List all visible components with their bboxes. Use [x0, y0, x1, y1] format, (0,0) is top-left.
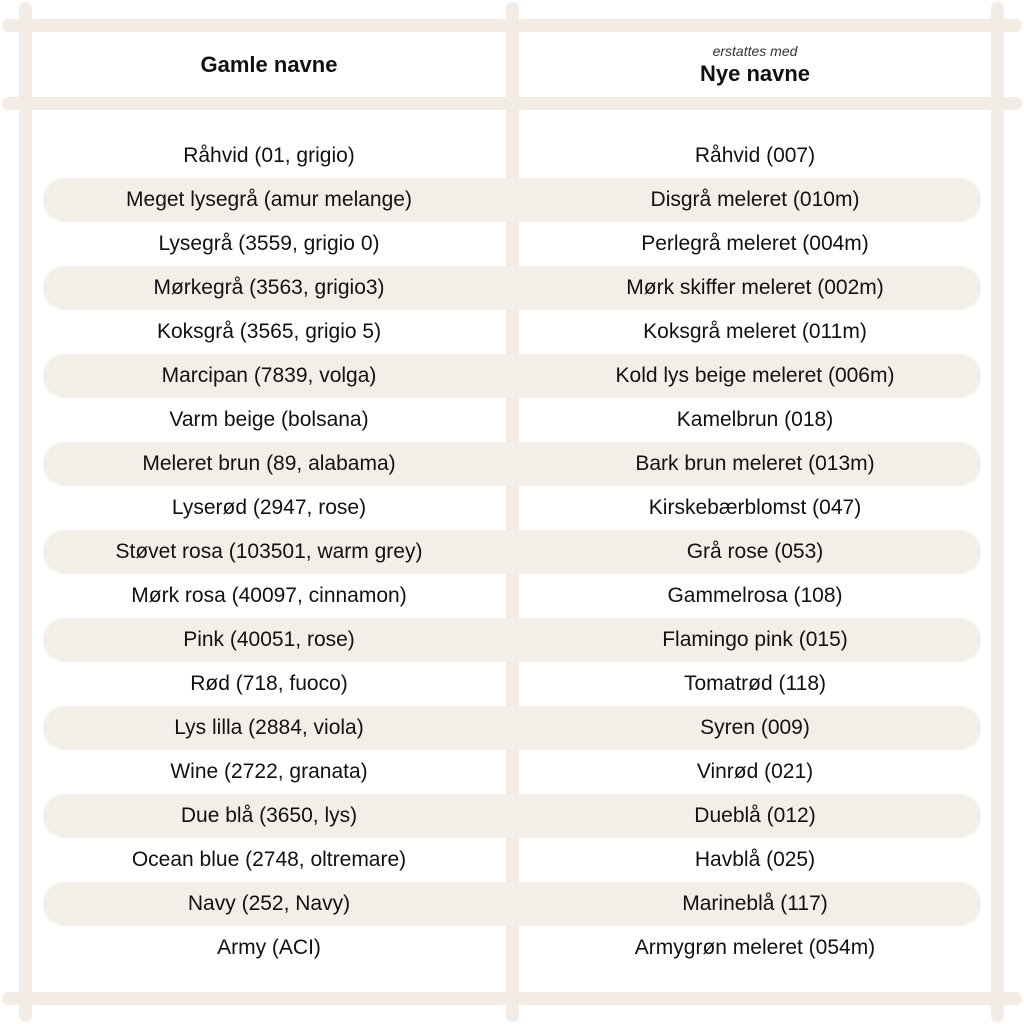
table-row [43, 618, 981, 662]
table-row [43, 882, 981, 926]
new-name-cell: Disgrå meleret (010m) [650, 188, 860, 211]
table-row [43, 838, 981, 882]
old-name-cell: Due blå (3650, lys) [180, 804, 358, 827]
new-name-cell: Bark brun meleret (013m) [635, 452, 875, 475]
new-name-cell: Mørk skiffer meleret (002m) [626, 276, 884, 299]
table-row [43, 486, 981, 530]
new-name-cell: Syren (009) [700, 716, 810, 739]
new-name-cell: Armygrøn meleret (054m) [634, 936, 876, 959]
old-names-title: Gamle navne [200, 51, 338, 77]
old-name-cell: Army (ACI) [217, 936, 321, 959]
old-name-cell: Lyserød (2947, rose) [171, 496, 367, 519]
new-name-cell: Perlegrå meleret (004m) [641, 232, 869, 255]
old-name-cell: Mørkegrå (3563, grigio3) [153, 276, 385, 299]
old-name-cell: Støvet rosa (103501, warm grey) [115, 540, 423, 563]
rename-rows [43, 134, 981, 970]
new-name-cell: Kold lys beige meleret (006m) [615, 364, 895, 387]
table-row [43, 266, 981, 310]
new-name-cell: Råhvid (007) [694, 144, 816, 167]
new-name-cell: Vinrød (021) [696, 760, 814, 783]
old-name-cell: Meleret brun (89, alabama) [142, 452, 396, 475]
old-names-header [32, 32, 506, 97]
replaced-with-subtitle: erstattes med [712, 43, 798, 59]
old-name-cell: Pink (40051, rose) [183, 628, 355, 651]
table-row [43, 574, 981, 618]
table-row [43, 750, 981, 794]
frame-left-bar [19, 2, 32, 1022]
old-name-cell: Navy (252, Navy) [187, 892, 351, 915]
new-name-cell: Kamelbrun (018) [676, 408, 834, 431]
table-row [43, 662, 981, 706]
new-name-cell: Havblå (025) [694, 848, 816, 871]
table-row [43, 442, 981, 486]
old-name-cell: Lysegrå (3559, grigio 0) [158, 232, 380, 255]
new-name-cell: Koksgrå meleret (011m) [643, 320, 867, 343]
old-name-cell: Mørk rosa (40097, cinnamon) [131, 584, 407, 607]
new-name-cell: Dueblå (012) [694, 804, 816, 827]
table-row [43, 134, 981, 178]
old-name-cell: Wine (2722, granata) [170, 760, 368, 783]
table-row [43, 398, 981, 442]
table-row [43, 222, 981, 266]
old-name-cell: Ocean blue (2748, oltremare) [131, 848, 407, 871]
table-row [43, 706, 981, 750]
table-row [43, 310, 981, 354]
table-row [43, 794, 981, 838]
new-name-cell: Kirskebærblomst (047) [648, 496, 862, 519]
table-row [43, 354, 981, 398]
new-name-cell: Flamingo pink (015) [662, 628, 848, 651]
old-name-cell: Råhvid (01, grigio) [183, 144, 355, 167]
old-name-cell: Marcipan (7839, volga) [161, 364, 377, 387]
new-name-cell: Marineblå (117) [682, 892, 828, 915]
new-name-cell: Grå rose (053) [686, 540, 824, 563]
old-name-cell: Meget lysegrå (amur melange) [126, 188, 412, 211]
table-row [43, 530, 981, 574]
old-name-cell: Koksgrå (3565, grigio 5) [156, 320, 382, 343]
table-row [43, 178, 981, 222]
old-name-cell: Lys lilla (2884, viola) [174, 716, 364, 739]
frame-right-bar [991, 2, 1004, 1022]
table-row [43, 926, 981, 970]
old-name-cell: Varm beige (bolsana) [169, 408, 369, 431]
new-name-cell: Tomatrød (118) [684, 672, 826, 695]
new-name-cell: Gammelrosa (108) [667, 584, 843, 607]
old-name-cell: Rød (718, fuoco) [190, 672, 348, 695]
new-names-header [519, 32, 991, 97]
new-names-title: Nye navne [699, 61, 811, 86]
